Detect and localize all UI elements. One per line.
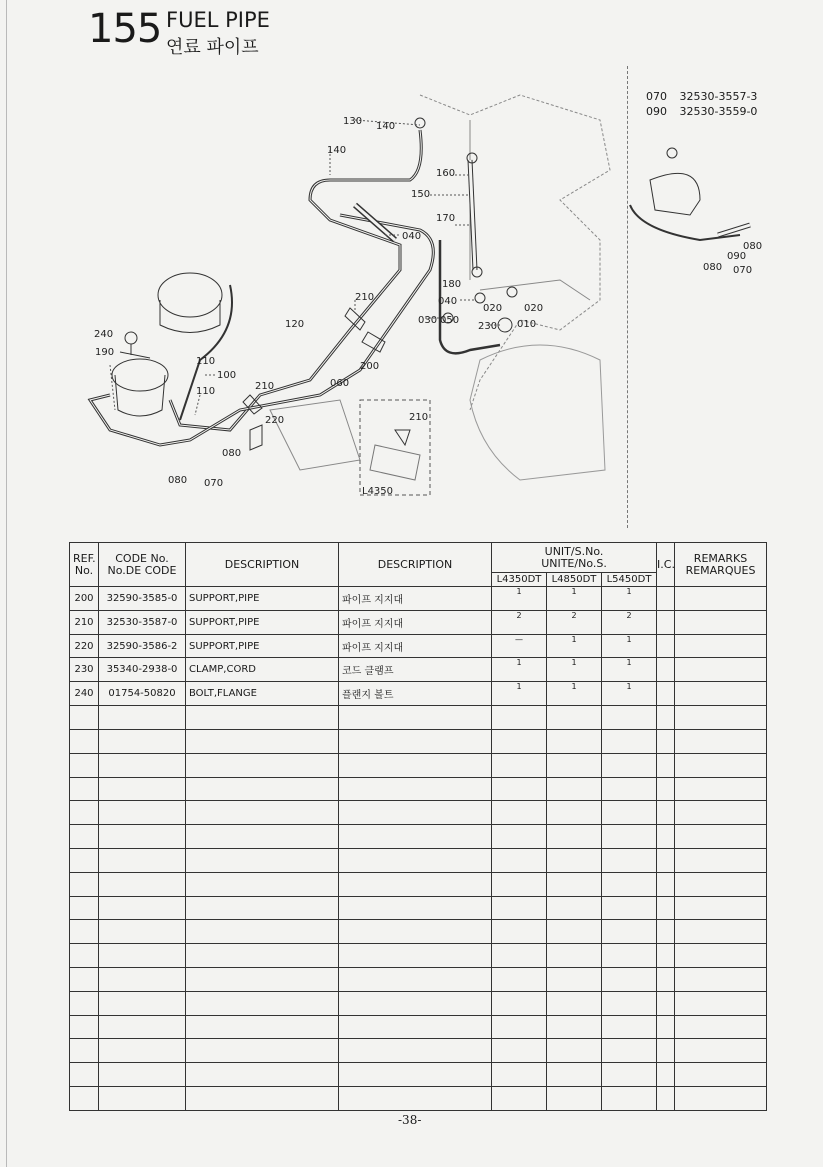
empty-cell: [339, 1087, 492, 1111]
empty-cell: [70, 848, 99, 872]
empty-cell: [602, 801, 657, 825]
empty-cell: [547, 753, 602, 777]
empty-table-row: [70, 777, 767, 801]
table-row: [70, 658, 767, 682]
part-quantity: 1: [547, 658, 602, 682]
empty-cell: [186, 872, 339, 896]
empty-cell: [602, 968, 657, 992]
empty-cell: [339, 920, 492, 944]
part-ref: 230: [70, 658, 99, 682]
empty-cell: [339, 1015, 492, 1039]
part-ic: [657, 587, 675, 611]
empty-cell: [339, 944, 492, 968]
callout-200: 200: [360, 361, 380, 372]
callout-070: 070: [204, 478, 224, 489]
callout-110: 110: [196, 356, 216, 367]
empty-cell: [99, 1063, 186, 1087]
empty-cell: [657, 872, 675, 896]
table-row: [70, 682, 767, 706]
side-part-code: 32530-3559-0: [679, 105, 758, 118]
empty-cell: [602, 777, 657, 801]
part-ref: 200: [70, 587, 99, 611]
empty-cell: [492, 1063, 547, 1087]
empty-cell: [186, 944, 339, 968]
part-code: 32530-3587-0: [99, 610, 186, 634]
empty-cell: [657, 896, 675, 920]
empty-cell: [70, 968, 99, 992]
page-footer: -38-: [398, 1113, 422, 1127]
empty-cell: [602, 848, 657, 872]
callout-210b: 210: [255, 381, 275, 392]
empty-cell: [186, 991, 339, 1015]
callout-020b: 020: [524, 303, 544, 314]
part-ref: 210: [70, 610, 99, 634]
part-description-en: CLAMP,CORD: [186, 658, 339, 682]
empty-cell: [492, 896, 547, 920]
callout-210: 210: [355, 292, 375, 303]
table-row: [70, 634, 767, 658]
table-row: [70, 610, 767, 634]
empty-cell: [657, 944, 675, 968]
empty-cell: [602, 825, 657, 849]
empty-cell: [602, 1087, 657, 1111]
empty-cell: [186, 1015, 339, 1039]
empty-cell: [547, 896, 602, 920]
empty-cell: [99, 729, 186, 753]
header-description-ko: DESCRIPTION: [339, 543, 492, 587]
empty-cell: [70, 991, 99, 1015]
empty-cell: [547, 1015, 602, 1039]
callout-080b: 080: [168, 475, 188, 486]
part-description-ko: 파이프 지지대: [339, 610, 492, 634]
empty-cell: [602, 1015, 657, 1039]
empty-cell: [70, 753, 99, 777]
empty-cell: [99, 944, 186, 968]
empty-cell: [602, 991, 657, 1015]
empty-cell: [547, 968, 602, 992]
part-quantity: 1: [602, 587, 657, 611]
header-ref: REF. No.: [70, 543, 99, 587]
empty-cell: [70, 1063, 99, 1087]
empty-cell: [186, 801, 339, 825]
empty-cell: [675, 1039, 767, 1063]
part-ref: 240: [70, 682, 99, 706]
empty-cell: [547, 1063, 602, 1087]
empty-cell: [547, 801, 602, 825]
empty-cell: [186, 848, 339, 872]
part-quantity: 1: [547, 634, 602, 658]
empty-cell: [70, 1015, 99, 1039]
empty-cell: [657, 825, 675, 849]
empty-cell: [70, 801, 99, 825]
empty-cell: [339, 991, 492, 1015]
empty-cell: [602, 872, 657, 896]
part-code: 32590-3586-2: [99, 634, 186, 658]
empty-cell: [675, 729, 767, 753]
empty-cell: [657, 968, 675, 992]
empty-cell: [99, 777, 186, 801]
empty-cell: [657, 920, 675, 944]
part-quantity: 1: [492, 658, 547, 682]
empty-table-row: [70, 825, 767, 849]
header-model-l4850dt: L4850DT: [547, 573, 602, 587]
empty-cell: [492, 920, 547, 944]
empty-cell: [602, 1063, 657, 1087]
empty-cell: [186, 729, 339, 753]
header-code: CODE No. No.DE CODE: [99, 543, 186, 587]
part-quantity: 2: [547, 610, 602, 634]
side-part-code: 32530-3557-3: [679, 90, 758, 103]
empty-table-row: [70, 706, 767, 730]
empty-cell: [70, 920, 99, 944]
empty-cell: [675, 991, 767, 1015]
empty-cell: [99, 1087, 186, 1111]
inset-callout-080: 080: [743, 241, 763, 252]
side-part-ref: 090: [646, 105, 667, 118]
side-part-ref: 070: [646, 90, 667, 103]
header-unit: UNIT/S.No. UNITE/No.S.: [492, 543, 657, 573]
empty-cell: [492, 872, 547, 896]
empty-cell: [675, 706, 767, 730]
empty-table-row: [70, 753, 767, 777]
empty-cell: [339, 872, 492, 896]
part-remarks: [675, 682, 767, 706]
empty-table-row: [70, 968, 767, 992]
callout-190: 190: [95, 347, 115, 358]
empty-cell: [186, 1039, 339, 1063]
callout-050: 050: [440, 315, 460, 326]
empty-cell: [339, 729, 492, 753]
empty-cell: [70, 825, 99, 849]
empty-cell: [70, 777, 99, 801]
empty-cell: [186, 968, 339, 992]
empty-cell: [186, 1063, 339, 1087]
empty-cell: [675, 777, 767, 801]
empty-cell: [492, 729, 547, 753]
callout-120: 120: [285, 319, 305, 330]
inset-callout-070: 070: [733, 265, 753, 276]
callout-030: 030: [418, 315, 438, 326]
empty-cell: [657, 729, 675, 753]
empty-cell: [675, 1087, 767, 1111]
empty-cell: [547, 1039, 602, 1063]
empty-cell: [547, 825, 602, 849]
empty-cell: [70, 896, 99, 920]
title-english: FUEL PIPE: [166, 8, 270, 32]
part-remarks: [675, 634, 767, 658]
empty-cell: [339, 801, 492, 825]
empty-cell: [675, 920, 767, 944]
callout-150: 150: [411, 189, 431, 200]
empty-cell: [186, 1087, 339, 1111]
empty-cell: [657, 753, 675, 777]
inset-callout-080b: 080: [703, 262, 723, 273]
empty-cell: [675, 944, 767, 968]
empty-cell: [675, 872, 767, 896]
empty-cell: [547, 848, 602, 872]
empty-cell: [492, 777, 547, 801]
empty-cell: [492, 991, 547, 1015]
empty-cell: [675, 968, 767, 992]
empty-cell: [657, 706, 675, 730]
empty-cell: [339, 968, 492, 992]
title-korean: 연료 파이프: [166, 37, 259, 58]
part-ref: 220: [70, 634, 99, 658]
empty-cell: [492, 825, 547, 849]
empty-cell: [675, 1015, 767, 1039]
empty-cell: [547, 777, 602, 801]
callout-210c: 210: [409, 412, 429, 423]
empty-cell: [657, 1015, 675, 1039]
part-remarks: [675, 587, 767, 611]
part-quantity: 1: [602, 682, 657, 706]
empty-cell: [492, 801, 547, 825]
callout-040b: 040: [438, 296, 458, 307]
parts-table-body: [70, 587, 767, 1111]
empty-cell: [339, 825, 492, 849]
part-ic: [657, 634, 675, 658]
empty-cell: [99, 1015, 186, 1039]
empty-table-row: [70, 801, 767, 825]
part-quantity: —: [492, 634, 547, 658]
header-remarks: REMARKS REMARQUES: [675, 543, 767, 587]
empty-table-row: [70, 1039, 767, 1063]
empty-table-row: [70, 896, 767, 920]
empty-cell: [492, 944, 547, 968]
callout-010: 010: [517, 319, 537, 330]
section-number: 155: [88, 6, 162, 52]
empty-cell: [99, 991, 186, 1015]
empty-cell: [657, 1063, 675, 1087]
part-description-en: SUPPORT,PIPE: [186, 587, 339, 611]
inset-callout-090: 090: [727, 251, 747, 262]
part-ic: [657, 658, 675, 682]
part-quantity: 1: [547, 587, 602, 611]
empty-table-row: [70, 729, 767, 753]
empty-cell: [492, 1015, 547, 1039]
callout-160: 160: [436, 168, 456, 179]
callout-080: 080: [222, 448, 242, 459]
part-description-ko: 플랜지 볼트: [339, 682, 492, 706]
empty-cell: [492, 706, 547, 730]
part-description-en: SUPPORT,PIPE: [186, 610, 339, 634]
empty-cell: [70, 872, 99, 896]
part-description-ko: 코드 클램프: [339, 658, 492, 682]
empty-cell: [186, 896, 339, 920]
empty-table-row: [70, 991, 767, 1015]
empty-cell: [602, 944, 657, 968]
empty-cell: [99, 968, 186, 992]
empty-table-row: [70, 920, 767, 944]
empty-cell: [492, 848, 547, 872]
parts-table: [69, 542, 767, 1111]
empty-cell: [99, 896, 186, 920]
empty-cell: [99, 753, 186, 777]
empty-cell: [675, 753, 767, 777]
part-code: 32590-3585-0: [99, 587, 186, 611]
empty-cell: [547, 706, 602, 730]
callout-220: 220: [265, 415, 285, 426]
empty-cell: [339, 896, 492, 920]
empty-cell: [602, 706, 657, 730]
callout-140: 140: [376, 121, 396, 132]
empty-cell: [70, 944, 99, 968]
part-code: 01754-50820: [99, 682, 186, 706]
part-ic: [657, 682, 675, 706]
part-quantity: 1: [547, 682, 602, 706]
empty-cell: [547, 1087, 602, 1111]
empty-cell: [70, 729, 99, 753]
callout-040: 040: [402, 231, 422, 242]
empty-cell: [602, 729, 657, 753]
empty-cell: [657, 801, 675, 825]
empty-table-row: [70, 1063, 767, 1087]
empty-cell: [99, 920, 186, 944]
empty-cell: [70, 1039, 99, 1063]
part-quantity: 1: [492, 682, 547, 706]
part-quantity: 1: [602, 658, 657, 682]
part-description-ko: 파이프 지지대: [339, 587, 492, 611]
part-ic: [657, 610, 675, 634]
part-remarks: [675, 658, 767, 682]
empty-cell: [547, 729, 602, 753]
header-model-l4350dt: L4350DT: [492, 573, 547, 587]
empty-cell: [186, 825, 339, 849]
empty-cell: [492, 1039, 547, 1063]
empty-cell: [186, 777, 339, 801]
empty-cell: [70, 1087, 99, 1111]
empty-cell: [547, 872, 602, 896]
empty-cell: [339, 777, 492, 801]
empty-cell: [99, 801, 186, 825]
header-description-en: DESCRIPTION: [186, 543, 339, 587]
empty-table-row: [70, 848, 767, 872]
part-quantity: 2: [602, 610, 657, 634]
empty-cell: [547, 920, 602, 944]
part-quantity: 2: [492, 610, 547, 634]
callout-110b: 110: [196, 386, 216, 397]
empty-cell: [492, 968, 547, 992]
empty-cell: [657, 991, 675, 1015]
empty-cell: [339, 706, 492, 730]
empty-cell: [339, 753, 492, 777]
page-edge: [6, 0, 7, 1167]
fuel-pipe-diagram: [60, 60, 763, 510]
empty-cell: [186, 753, 339, 777]
empty-cell: [657, 777, 675, 801]
callout-180: 180: [442, 279, 462, 290]
part-remarks: [675, 610, 767, 634]
empty-cell: [186, 706, 339, 730]
empty-cell: [657, 848, 675, 872]
callout-020: 020: [483, 303, 503, 314]
empty-cell: [99, 872, 186, 896]
header-ic: I.C.: [657, 543, 675, 587]
empty-cell: [99, 706, 186, 730]
callout-130: 130: [343, 116, 363, 127]
empty-cell: [339, 1039, 492, 1063]
empty-cell: [602, 753, 657, 777]
empty-cell: [99, 825, 186, 849]
header-model-l5450dt: L5450DT: [602, 573, 657, 587]
empty-cell: [675, 896, 767, 920]
empty-cell: [602, 1039, 657, 1063]
empty-cell: [675, 1063, 767, 1087]
empty-cell: [70, 706, 99, 730]
callout-230: 230: [478, 321, 498, 332]
part-quantity: 1: [492, 587, 547, 611]
empty-cell: [99, 1039, 186, 1063]
empty-cell: [657, 1087, 675, 1111]
empty-cell: [602, 920, 657, 944]
callout-170: 170: [436, 213, 456, 224]
callout-060: 060: [330, 378, 350, 389]
empty-cell: [186, 920, 339, 944]
empty-cell: [547, 944, 602, 968]
part-code: 35340-2938-0: [99, 658, 186, 682]
empty-cell: [339, 1063, 492, 1087]
part-description-en: BOLT,FLANGE: [186, 682, 339, 706]
empty-table-row: [70, 1087, 767, 1111]
empty-cell: [675, 848, 767, 872]
part-description-ko: 파이프 지지대: [339, 634, 492, 658]
empty-cell: [547, 991, 602, 1015]
callout-l4350: L4350: [362, 486, 394, 497]
table-row: [70, 587, 767, 611]
callout-100: 100: [217, 370, 237, 381]
empty-table-row: [70, 1015, 767, 1039]
empty-cell: [339, 848, 492, 872]
part-quantity: 1: [602, 634, 657, 658]
empty-cell: [99, 848, 186, 872]
empty-table-row: [70, 872, 767, 896]
empty-cell: [602, 896, 657, 920]
callout-240: 240: [94, 329, 114, 340]
empty-cell: [675, 801, 767, 825]
empty-cell: [492, 1087, 547, 1111]
empty-cell: [657, 1039, 675, 1063]
empty-table-row: [70, 944, 767, 968]
callout-140b: 140: [327, 145, 347, 156]
empty-cell: [492, 753, 547, 777]
empty-cell: [675, 825, 767, 849]
part-description-en: SUPPORT,PIPE: [186, 634, 339, 658]
